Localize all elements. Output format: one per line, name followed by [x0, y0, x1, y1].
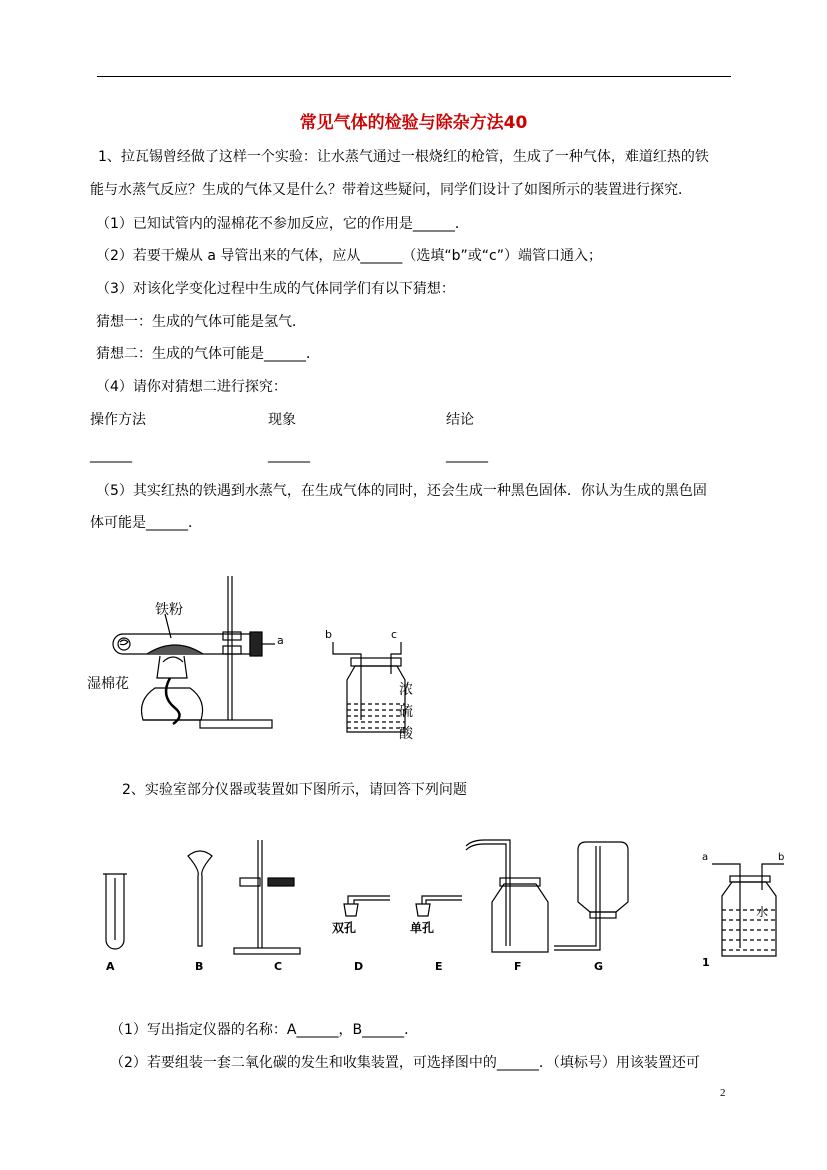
bottle-port-a-label: a [702, 852, 709, 863]
q1-guess1: 猜想一：生成的气体可能是氢气． [96, 314, 306, 330]
q1-intro-line2: 能与水蒸气反应？生成的气体又是什么？带着这些疑问，同学们设计了如图所示的装置进行探究． [90, 182, 692, 198]
wet-cotton-label: 湿棉花 [87, 676, 129, 692]
table-header-phenomenon: 现象 [268, 412, 296, 428]
iron-powder-label: 铁粉 [155, 602, 183, 618]
q2-part2: （2）若要组装一套二氧化碳的发生和收集装置，可选择图中的______．（填标号）用该装置还可 [110, 1055, 700, 1071]
label-F: F [514, 960, 522, 973]
table-blank-phenomenon: ______ [268, 447, 310, 463]
label-B: B [195, 960, 204, 973]
q1-part3: （3）对该化学变化过程中生成的气体同学们有以下猜想： [96, 281, 455, 297]
q1-part2: （2）若要干燥从 a 导管出来的气体，应从______（选填“b”或“c”）端管口通入； [96, 248, 602, 264]
acid-label-1: 浓 [399, 682, 413, 698]
q2-instruments-figure [100, 830, 785, 980]
label-E: E [435, 960, 443, 973]
double-hole-label: 双孔 [332, 921, 357, 935]
label-C: C [274, 960, 283, 973]
port-b-label: b [325, 628, 332, 641]
q1-apparatus-figure [85, 570, 425, 750]
q2-part1: （1）写出指定仪器的名称：A______，B______． [110, 1022, 419, 1038]
q1-part1: （1）已知试管内的湿棉花不参加反应，它的作用是______． [96, 216, 469, 232]
label-A: A [106, 960, 115, 973]
port-a-label: a [277, 634, 284, 647]
table-header-conclusion: 结论 [446, 412, 474, 428]
table-blank-conclusion: ______ [446, 447, 488, 463]
q1-intro-line1: 1、拉瓦锡曾经做了这样一个实验：让水蒸气通过一根烧红的枪管，生成了一种气体，难道红热的铁 [98, 149, 709, 165]
q2-intro: 2、实验室部分仪器或装置如下图所示，请回答下列问题 [122, 782, 467, 798]
q1-part5-line1: （5）其实红热的铁遇到水蒸气，在生成气体的同时，还会生成一种黑色固体．你认为生成的黑色固 [96, 483, 707, 499]
table-header-method: 操作方法 [90, 412, 146, 428]
table-blank-method: ______ [90, 447, 132, 463]
label-D: D [354, 960, 364, 973]
q1-guess2: 猜想二：生成的气体可能是______． [96, 346, 320, 362]
page-number: 2 [720, 1087, 726, 1099]
port-c-label: c [391, 628, 398, 641]
label-G: G [594, 960, 604, 973]
single-hole-label: 单孔 [410, 921, 435, 935]
header-rule [97, 76, 731, 77]
q1-part4: （4）请你对猜想二进行探究： [96, 379, 287, 395]
q1-part5-line2: 体可能是______． [90, 515, 202, 531]
figure-number: 1 [702, 956, 710, 969]
water-label: 水 [756, 905, 769, 919]
bottle-port-b-label: b [778, 852, 785, 863]
acid-label-2: 硫 [399, 704, 413, 720]
page-title: 常见气体的检验与除杂方法40 [299, 113, 528, 133]
acid-label-3: 酸 [399, 726, 413, 742]
